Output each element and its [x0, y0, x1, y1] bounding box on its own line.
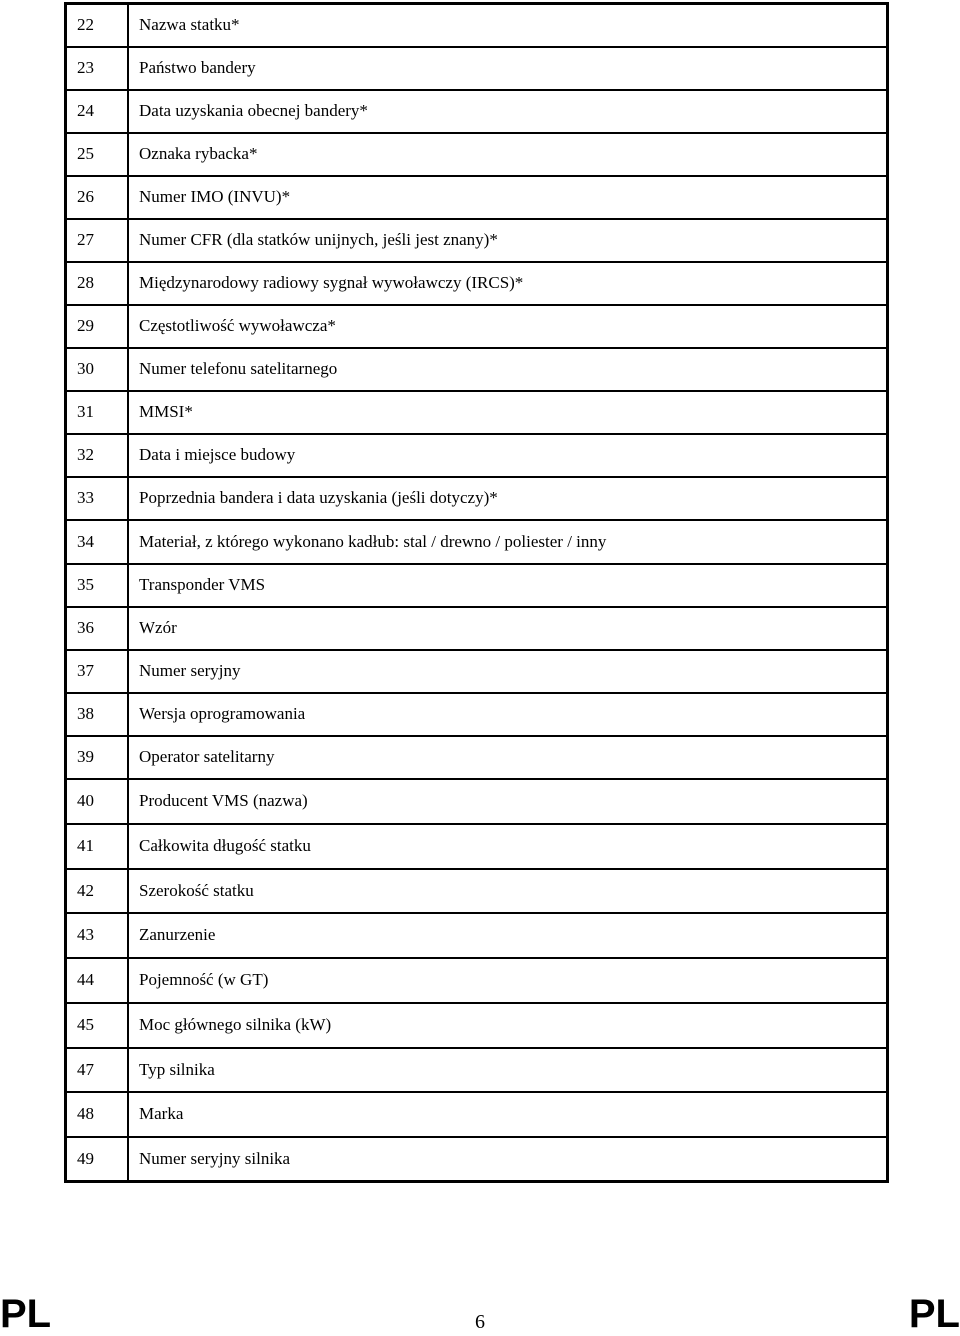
row-label: Numer CFR (dla statków unijnych, jeśli jest znany)*	[128, 219, 888, 262]
row-label: Transponder VMS	[128, 564, 888, 607]
table-row	[66, 434, 888, 477]
table-row	[66, 305, 888, 348]
table-row	[66, 90, 888, 133]
row-label: Marka	[128, 1092, 888, 1137]
page-number: 6	[475, 1311, 485, 1333]
table-row	[66, 607, 888, 650]
table-row	[66, 736, 888, 779]
row-label: Operator satelitarny	[128, 736, 888, 779]
table-row	[66, 693, 888, 736]
row-label: Całkowita długość statku	[128, 824, 888, 869]
row-label: MMSI*	[128, 391, 888, 434]
row-label: Numer seryjny	[128, 650, 888, 693]
table-row	[66, 1137, 888, 1182]
row-label: Producent VMS (nazwa)	[128, 779, 888, 824]
row-number: 42	[66, 869, 129, 913]
row-number: 32	[66, 434, 129, 477]
row-number: 28	[66, 262, 129, 305]
table-row	[66, 262, 888, 305]
table-row	[66, 1003, 888, 1048]
row-number: 43	[66, 913, 129, 958]
row-label: Data i miejsce budowy	[128, 434, 888, 477]
row-label: Częstotliwość wywoławcza*	[128, 305, 888, 348]
row-label: Materiał, z którego wykonano kadłub: stal / drewno / poliester / inny	[128, 520, 888, 564]
row-label: Numer telefonu satelitarnego	[128, 348, 888, 391]
vessel-data-table-body	[66, 4, 888, 1182]
row-label: Szerokość statku	[128, 869, 888, 913]
row-number: 23	[66, 47, 129, 90]
row-number: 22	[66, 4, 129, 47]
table-row	[66, 391, 888, 434]
row-label: Wzór	[128, 607, 888, 650]
row-label: Poprzednia bandera i data uzyskania (jeśli dotyczy)*	[128, 477, 888, 520]
footer-country-code-left: PL	[0, 1292, 52, 1336]
table-row	[66, 477, 888, 520]
row-number: 47	[66, 1048, 129, 1092]
table-row	[66, 348, 888, 391]
table-row	[66, 176, 888, 219]
row-label: Wersja oprogramowania	[128, 693, 888, 736]
table-row	[66, 133, 888, 176]
row-number: 33	[66, 477, 129, 520]
table-row	[66, 958, 888, 1003]
row-label: Zanurzenie	[128, 913, 888, 958]
table-row	[66, 47, 888, 90]
row-number: 44	[66, 958, 129, 1003]
row-label: Data uzyskania obecnej bandery*	[128, 90, 888, 133]
row-label: Międzynarodowy radiowy sygnał wywoławczy (IRCS)*	[128, 262, 888, 305]
row-number: 27	[66, 219, 129, 262]
row-label: Typ silnika	[128, 1048, 888, 1092]
row-number: 29	[66, 305, 129, 348]
table-row	[66, 869, 888, 913]
row-number: 31	[66, 391, 129, 434]
table-row	[66, 1048, 888, 1092]
row-label: Oznaka rybacka*	[128, 133, 888, 176]
row-number: 24	[66, 90, 129, 133]
row-number: 40	[66, 779, 129, 824]
table-row	[66, 219, 888, 262]
row-number: 35	[66, 564, 129, 607]
table-row	[66, 564, 888, 607]
row-number: 36	[66, 607, 129, 650]
row-label: Moc głównego silnika (kW)	[128, 1003, 888, 1048]
row-number: 26	[66, 176, 129, 219]
row-number: 37	[66, 650, 129, 693]
table-row	[66, 520, 888, 564]
table-row	[66, 1092, 888, 1137]
footer-country-code-right: PL	[908, 1292, 960, 1336]
row-number: 39	[66, 736, 129, 779]
row-number: 34	[66, 520, 129, 564]
row-label: Numer seryjny silnika	[128, 1137, 888, 1182]
row-number: 48	[66, 1092, 129, 1137]
table-row	[66, 650, 888, 693]
row-number: 49	[66, 1137, 129, 1182]
row-label: Nazwa statku*	[128, 4, 888, 47]
row-number: 30	[66, 348, 129, 391]
row-label: Pojemność (w GT)	[128, 958, 888, 1003]
row-number: 41	[66, 824, 129, 869]
row-label: Numer IMO (INVU)*	[128, 176, 888, 219]
row-number: 45	[66, 1003, 129, 1048]
row-number: 25	[66, 133, 129, 176]
row-label: Państwo bandery	[128, 47, 888, 90]
table-row	[66, 913, 888, 958]
table-row	[66, 824, 888, 869]
table-row	[66, 4, 888, 47]
row-number: 38	[66, 693, 129, 736]
vessel-data-table	[64, 2, 889, 1183]
table-row	[66, 779, 888, 824]
